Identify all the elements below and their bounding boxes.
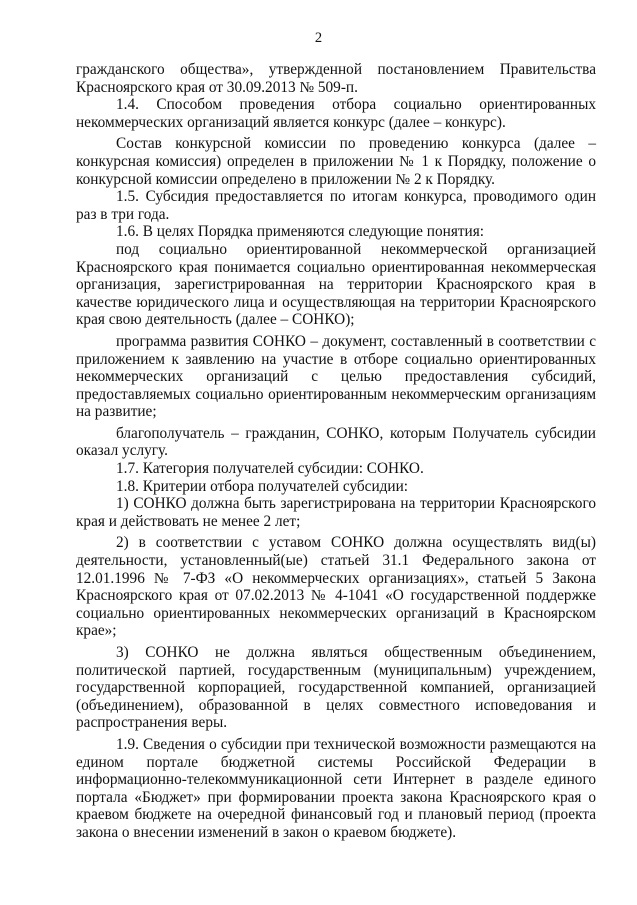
paragraph-1-7: 1.7. Категория получателей субсидии: СОНКО. [116,460,424,478]
criterion-1: 1) СОНКО должна быть зарегистрирована на территории Красноярского края и действовать не менее 2 лет; [76,495,596,530]
criterion-3: 3) СОНКО не должна являться общественным объединением, политической партией, государственным (муниципальным) учреждением, государственной корпорацией, государственной компанией, организацией (объединением), образованной в целях совместного исповедования и распространения веры. [76,644,596,732]
paragraph-1-8: 1.8. Критерии отбора получателей субсидии: [116,477,409,495]
paragraph-1-4: 1.4. Способом проведения отбора социально ориентированных некоммерческих организаций является конкурс (далее – конкурс). [76,96,596,131]
paragraph-1-6: 1.6. В целях Порядка применяются следующие понятия: [116,223,485,241]
document-body [76,61,596,842]
definition-program: программа развития СОНКО – документ, составленный в соответствии с приложением к заявлению на участие в отборе социально ориентированных некоммерческих организаций с целью предоставления субсидий, предоставляемых социально ориентированным некоммерческим организациям на развитие; [76,332,596,421]
paragraph-continuation: гражданского общества», утвержденной постановлением Правительства Красноярского края от 30.09.2013 № 509-п. [76,61,596,96]
definition-sonko: под социально ориентированной некоммерческой организацией Красноярского края понимается социально ориентированная некоммерческая организация, зарегистрированная на территории Красноярского края в качестве юридического лица и осуществляющая на территории Красноярского края свою деятельность (далее – СОНКО); [76,240,596,329]
definition-beneficiary: благополучатель – гражданин, СОНКО, которым Получатель субсидии оказал услугу. [76,424,596,460]
paragraph-commission: Состав конкурсной комиссии по проведению конкурса (далее – конкурсная комиссия) определен в приложении № 1 к Порядку, положение о конкурсной комиссии определено в приложении № 2 к Порядку. [76,135,596,188]
page-number: 2 [314,30,323,46]
paragraph-1-9: 1.9. Сведения о субсидии при технической возможности размещаются на едином портале бюджетной системы Российской Федерации в информационно-телекоммуникационной сети Интернет в разделе единого портала «Бюджет» при формировании проекта закона Красноярского края о краевом бюджете на очередной финансовый год и плановый период (проекта закона о внесении изменений в закон о краевом бюджете). [76,735,596,841]
criterion-2: 2) в соответствии с уставом СОНКО должна осуществлять вид(ы) деятельности, установленный(ые) статьей 31.1 Федерального закона от 12.01.1996 № 7-ФЗ «О некоммерческих организациях», статьей 5 Закона Красноярского края от 07.02.2013 № 4-1041 «О государственной поддержке социально ориентированных некоммерческих организаций в Красноярском крае»; [76,534,596,640]
paragraph-1-5: 1.5. Субсидия предоставляется по итогам конкурса, проводимого один раз в три года. [76,188,596,223]
